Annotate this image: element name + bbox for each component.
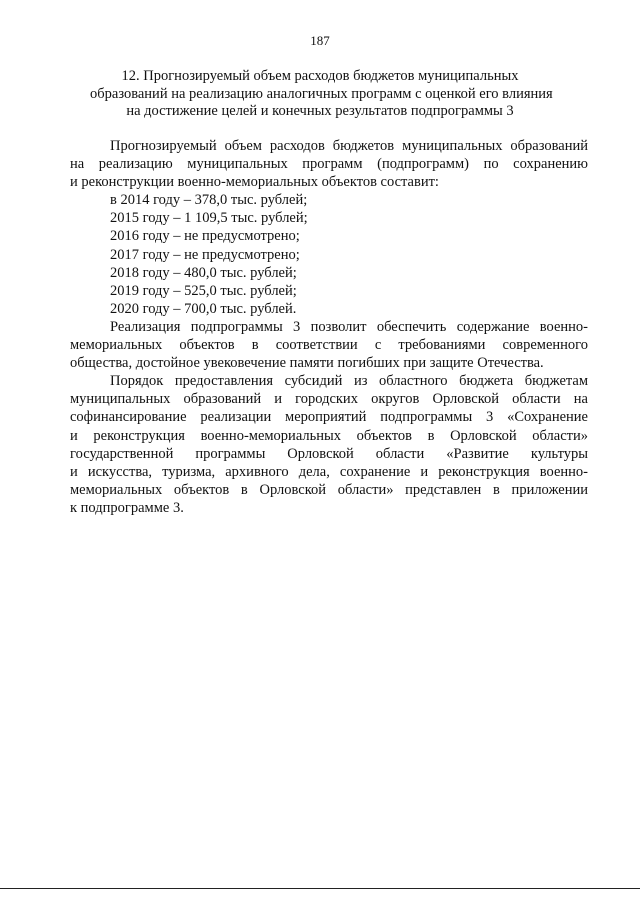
paragraph-line: софинансирование реализации мероприятий подпрограммы 3 «Сохранение [70, 409, 588, 426]
forecast-item: в 2014 году – 378,0 тыс. рублей; [110, 192, 308, 209]
paragraph-line: и реконструкции военно-мемориальных объектов составит: [70, 174, 439, 191]
forecast-item: 2018 году – 480,0 тыс. рублей; [110, 264, 297, 281]
paragraph-line: государственной программы Орловской области «Развитие культуры [70, 445, 588, 462]
heading-line: на достижение целей и конечных результатов подпрограммы 3 [126, 103, 514, 119]
section-heading [90, 68, 553, 121]
paragraph-line: Прогнозируемый объем расходов бюджетов муниципальных образований [110, 138, 588, 154]
paragraph-line: на реализацию муниципальных программ (подпрограмм) по сохранению [70, 156, 588, 173]
forecast-item: 2020 году – 700,0 тыс. рублей. [110, 300, 297, 317]
paragraph-implementation [70, 318, 588, 372]
paragraph-subsidy-procedure [70, 372, 588, 517]
document-body [70, 137, 588, 517]
heading-line: образований на реализацию аналогичных программ с оценкой его влияния [90, 85, 553, 102]
forecast-item: 2017 году – не предусмотрено; [110, 246, 300, 263]
paragraph-line: мемориальных объектов в соответствии с требованиями современного [70, 337, 588, 354]
page-number: 187 [310, 33, 330, 48]
forecast-item: 2016 году – не предусмотрено; [110, 228, 300, 245]
paragraph-line: общества, достойное увековечение памяти погибших при защите Отечества. [70, 355, 544, 372]
paragraph-line: и реконструкция военно-мемориальных объектов в Орловской области» [70, 427, 588, 444]
paragraph-line: и искусства, туризма, архивного дела, сохранение и реконструкция военно- [70, 463, 588, 480]
forecast-list [70, 191, 588, 318]
paragraph-line: мемориальных объектов в Орловской области» представлен в приложении [70, 481, 588, 498]
bottom-scan-rule [0, 888, 640, 889]
forecast-item: 2015 году – 1 109,5 тыс. рублей; [110, 210, 308, 227]
paragraph-line: Реализация подпрограммы 3 позволит обеспечить содержание военно- [110, 318, 588, 335]
paragraph-line: Порядок предоставления субсидий из областного бюджета бюджетам [110, 373, 588, 390]
heading-line: 12. Прогнозируемый объем расходов бюджетов муниципальных [121, 68, 519, 84]
paragraph-forecast-intro [70, 137, 588, 191]
paragraph-line: муниципальных образований и городских округов Орловской области на [70, 391, 588, 408]
paragraph-line: к подпрограмме 3. [70, 499, 184, 516]
forecast-item: 2019 году – 525,0 тыс. рублей; [110, 282, 297, 299]
